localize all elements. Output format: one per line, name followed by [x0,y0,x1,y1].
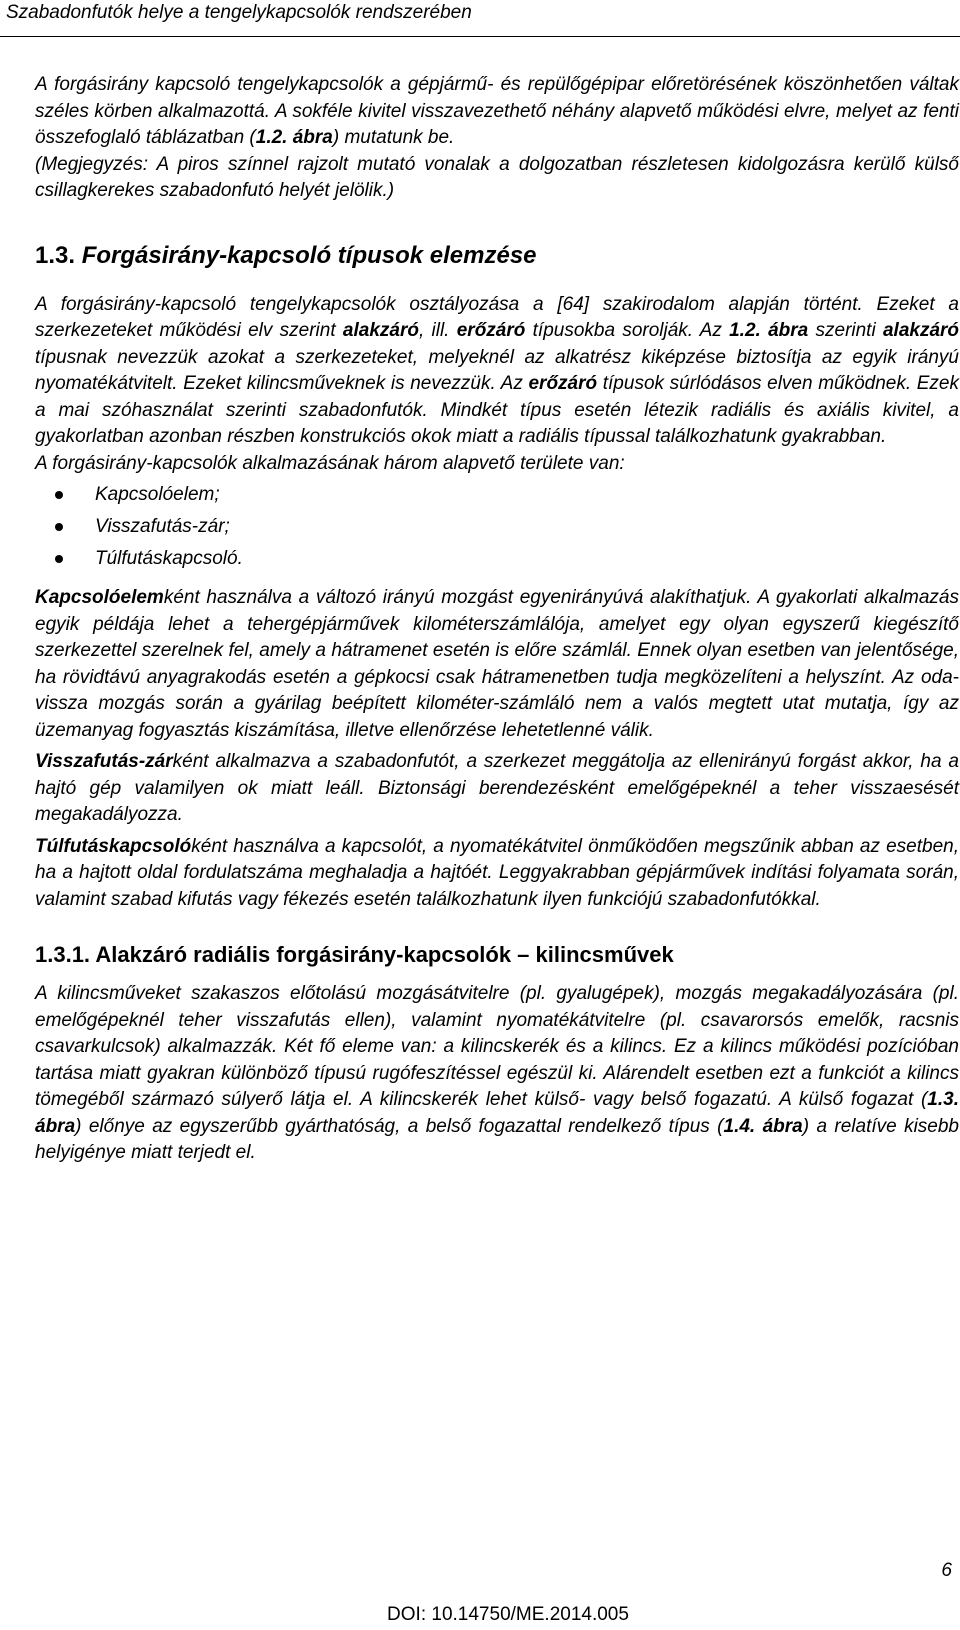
bullet-icon [55,523,63,531]
switch-element-paragraph [35,585,959,744]
figure-reference: 1.4. ábra [723,1115,803,1137]
text-run: ként használva a kapcsolót, a nyomatékátvitel önműködően megszűnik abban az esetben, ha a hajtott oldal fordulatszáma meghaladja a hajtóét. Leggyakrabban gépjárművek indítási folyamata során, valamint szabad kifutás vagy fékezés esetén találkozhatunk ilyen funkciójú szabadonfutókkal. [35,835,959,910]
text-run: A forgásirány kapcsoló tengelykapcsolók a gépjármű- és repülőgépipar előretörésének köszönhetően váltak széles körben alkalmazottá. A sokféle kivitel visszavezethető néhány alapvető működési elvre, melyet az fenti összefoglaló táblázatban ( [35,74,959,148]
page-number: 6 [941,1560,952,1581]
figure-reference: 1.2. ábra [729,320,809,341]
text-run: szerinti [808,320,883,341]
bold-term: Visszafutás-zár [35,751,173,772]
text-run: ) mutatunk be. [332,127,455,148]
overrunning-paragraph [35,834,959,914]
running-header: Szabadonfutók helye a tengelykapcsolók rendszerében [6,2,472,23]
bold-term: Túlfutáskapcsoló [35,835,192,857]
bold-term: Kapcsolóelem [35,587,164,608]
header-rule [0,36,960,37]
section-number: 1.3. [35,241,76,269]
section-heading [35,241,959,271]
subsection-number: 1.3.1. [35,942,91,967]
text-run: típusok súrlódásos elven működnek. Ezek a mai szóhasználat szerinti szabadonfutók. Mindkét típus esetén létezik radiális és axiális kivitel, a gyakorlatban azonban részben konstrukciós okok miatt a radiális típussal találkozhatunk gyakrabban. [35,373,960,447]
text-run: típusokba sorolják. Az [525,320,730,341]
text-run: ként alkalmazva a szabadonfutót, a szerkezet meggátolja az ellenirányú forgást akkor, ha a hajtó gép valamilyen ok miatt leáll. Biztonsági berendezésként emelőgépeknél a teher visszaesését megakadályozza. [35,751,959,825]
text-run: , ill. [418,320,457,341]
list-item [35,511,959,543]
list-item-text: Kapcsolóelem; [95,484,220,505]
subsection-title: Alakzáró radiális forgásirány-kapcsolók – kilincsművek [95,942,674,967]
note-paragraph: (Megjegyzés: A piros színnel rajzolt mutató vonalak a dolgozatban részletesen kidolgozásra kerülő külső csillagkerekes szabadonfutó helyét jelölik.) [35,153,959,201]
bullet-icon [55,555,63,563]
text-run: ként használva a változó irányú mozgást egyenirányúvá alakíthatjuk. A gyakorlati alkalmazás egyik példája lehet a tehergépjárművek kilométerszámlálója, amelyet egy olyan egyszerű kiegészítő szerkezettel szerelnek fel, amely a hátramenet esetén is előre számlál. Ennek olyan esetben van jelentősége, ha rövidtávú anyagrakodás esetén a gépkocsi csak hátramenetben tudja megközelíteni a helyszínt. Az oda-vissza mozgás során a gyárilag beépített kilométer-számláló nem a valós megtett utat mutatja, így az üzemanyag fogyasztás kiszámítása, illetve ellenőrzése lehetetlenné válik. [35,587,959,741]
bold-term: alakzáró [882,320,960,341]
text-run: ) előnye az egyszerűbb gyárthatóság, a belső fogazattal rendelkező típus ( [75,1115,724,1137]
list-item-text: Túlfutáskapcsoló. [95,548,243,569]
backstop-paragraph [35,749,959,829]
application-list [35,479,959,575]
bold-term: alakzáró [342,320,419,341]
text-run: ) a relatíve kisebb helyigénye miatt terjedt el. [35,1115,959,1163]
doi-footer: DOI: 10.14750/ME.2014.005 [387,1604,629,1625]
list-intro: A forgásirány-kapcsolók alkalmazásának három alapvető területe van: [35,452,625,474]
intro-paragraph [35,72,959,152]
text-run: A kilincsműveket szakaszos előtolású mozgásátvitelre (pl. gyalugépek), mozgás megakadályozására (pl. emelőgépeknél teher visszafutás ellen), valamint nyomatékátvitelre (pl. csavarorsós emelők, racsnis csavarkulcsok) alkalmazzák. Két fő eleme van: a kilincskerék és a kilincs. Ez a kilincs működési pozícióban tartása miatt gyakran különböző típusú rugófeszítéssel egészül ki. Alárendelt esetben ezt a funkciót a kilincs tömegéből származó súlyerő látja el. A kilincskerék lehet külső- vagy belső fogazatú. A külső fogazat ( [35,983,959,1110]
bullet-icon [55,491,63,499]
figure-reference: 1.3. ábra [35,1089,959,1137]
text-run: típusnak nevezzük azokat a szerkezeteket, melyeknél az alkatrész kiképzése biztosítja az egyik irányú nyomatékátvitelt. Ezeket kilincsműveknek is nevezzük. Az [35,346,959,394]
list-item-text: Visszafutás-zár; [95,516,230,537]
figure-reference: 1.2. ábra [255,127,333,148]
list-item [35,543,959,575]
bold-term: erőzáró [456,320,526,341]
bold-term: erőzáró [528,373,598,394]
classification-paragraph [35,292,959,451]
list-item [35,479,959,511]
section-title: Forgásirány-kapcsoló típusok elemzése [81,241,537,269]
subsection-heading [35,941,959,969]
page-body [35,72,959,1167]
ratchet-paragraph [35,981,959,1167]
text-run: A forgásirány-kapcsoló tengelykapcsolók osztályozása a [64] szakirodalom alapján történt. Ezeket a szerkezeteket működési elv szerint [35,293,959,341]
